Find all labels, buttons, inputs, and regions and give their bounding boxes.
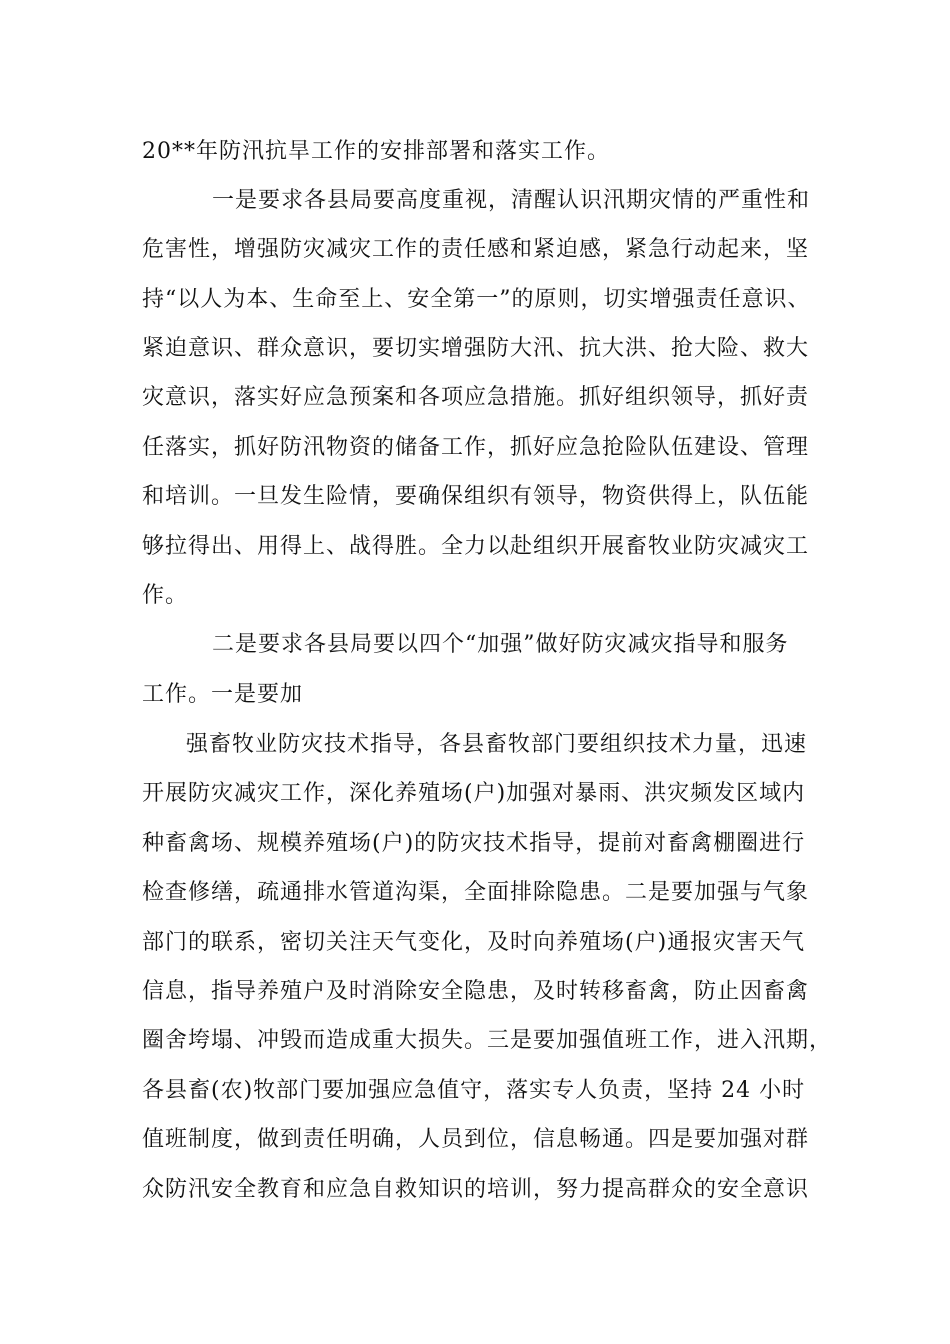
paragraph-line: 各县畜(农)牧部门要加强应急值守，落实专人负责，坚持 24 小时 (142, 1078, 806, 1103)
paragraph-line: 值班制度，做到责任明确，人员到位，信息畅通。四是要加强对群 (142, 1127, 810, 1152)
paragraph-line: 20**年防汛抗旱工作的安排部署和落实工作。 (142, 139, 610, 164)
paragraph-line: 持“以人为本、生命至上、安全第一”的原则，切实增强责任意识、 (142, 287, 811, 312)
paragraph-line: 危害性，增强防灾减灾工作的责任感和紧迫感，紧急行动起来，坚 (142, 237, 810, 262)
paragraph-line: 二是要求各县局要以四个“加强”做好防灾减灾指导和服务 (212, 632, 789, 657)
paragraph-line: 工作。一是要加 (142, 682, 304, 707)
paragraph-line: 作。 (142, 583, 189, 608)
paragraph-line: 一是要求各县局要高度重视，清醒认识汛期灾情的严重性和 (212, 188, 811, 213)
paragraph-line: 部门的联系，密切关注天气变化，及时向养殖场(户)通报灾害天气 (142, 930, 806, 955)
paragraph-line: 灾意识，落实好应急预案和各项应急措施。抓好组织领导，抓好责 (142, 385, 810, 410)
paragraph-line: 检查修缮，疏通排水管道沟渠，全面排除隐患。二是要加强与气象 (142, 880, 810, 905)
paragraph-line: 够拉得出、用得上、战得胜。全力以赴组织开展畜牧业防灾减灾工 (142, 534, 810, 559)
paragraph-line: 信息，指导养殖户及时消除安全隐患，及时转移畜禽，防止因畜禽 (142, 979, 810, 1004)
paragraph-line: 紧迫意识、群众意识，要切实增强防大汛、抗大洪、抢大险、救大 (142, 336, 810, 361)
paragraph-line: 任落实，抓好防汛物资的储备工作，抓好应急抢险队伍建设、管理 (142, 435, 810, 460)
paragraph-line: 种畜禽场、规模养殖场(户)的防灾技术指导，提前对畜禽棚圈进行 (142, 831, 806, 856)
paragraph-line: 强畜牧业防灾技术指导，各县畜牧部门要组织技术力量，迅速 (186, 732, 808, 757)
paragraph-line: 和培训。一旦发生险情，要确保组织有领导，物资供得上，队伍能 (142, 484, 810, 509)
paragraph-line: 众防汛安全教育和应急自救知识的培训，努力提高群众的安全意识 (142, 1177, 810, 1202)
paragraph-line: 开展防灾减灾工作，深化养殖场(户)加强对暴雨、洪灾频发区域内 (142, 781, 806, 806)
paragraph-line: 圈舍垮塌、冲毁而造成重大损失。三是要加强值班工作，进入汛期， (142, 1028, 833, 1053)
